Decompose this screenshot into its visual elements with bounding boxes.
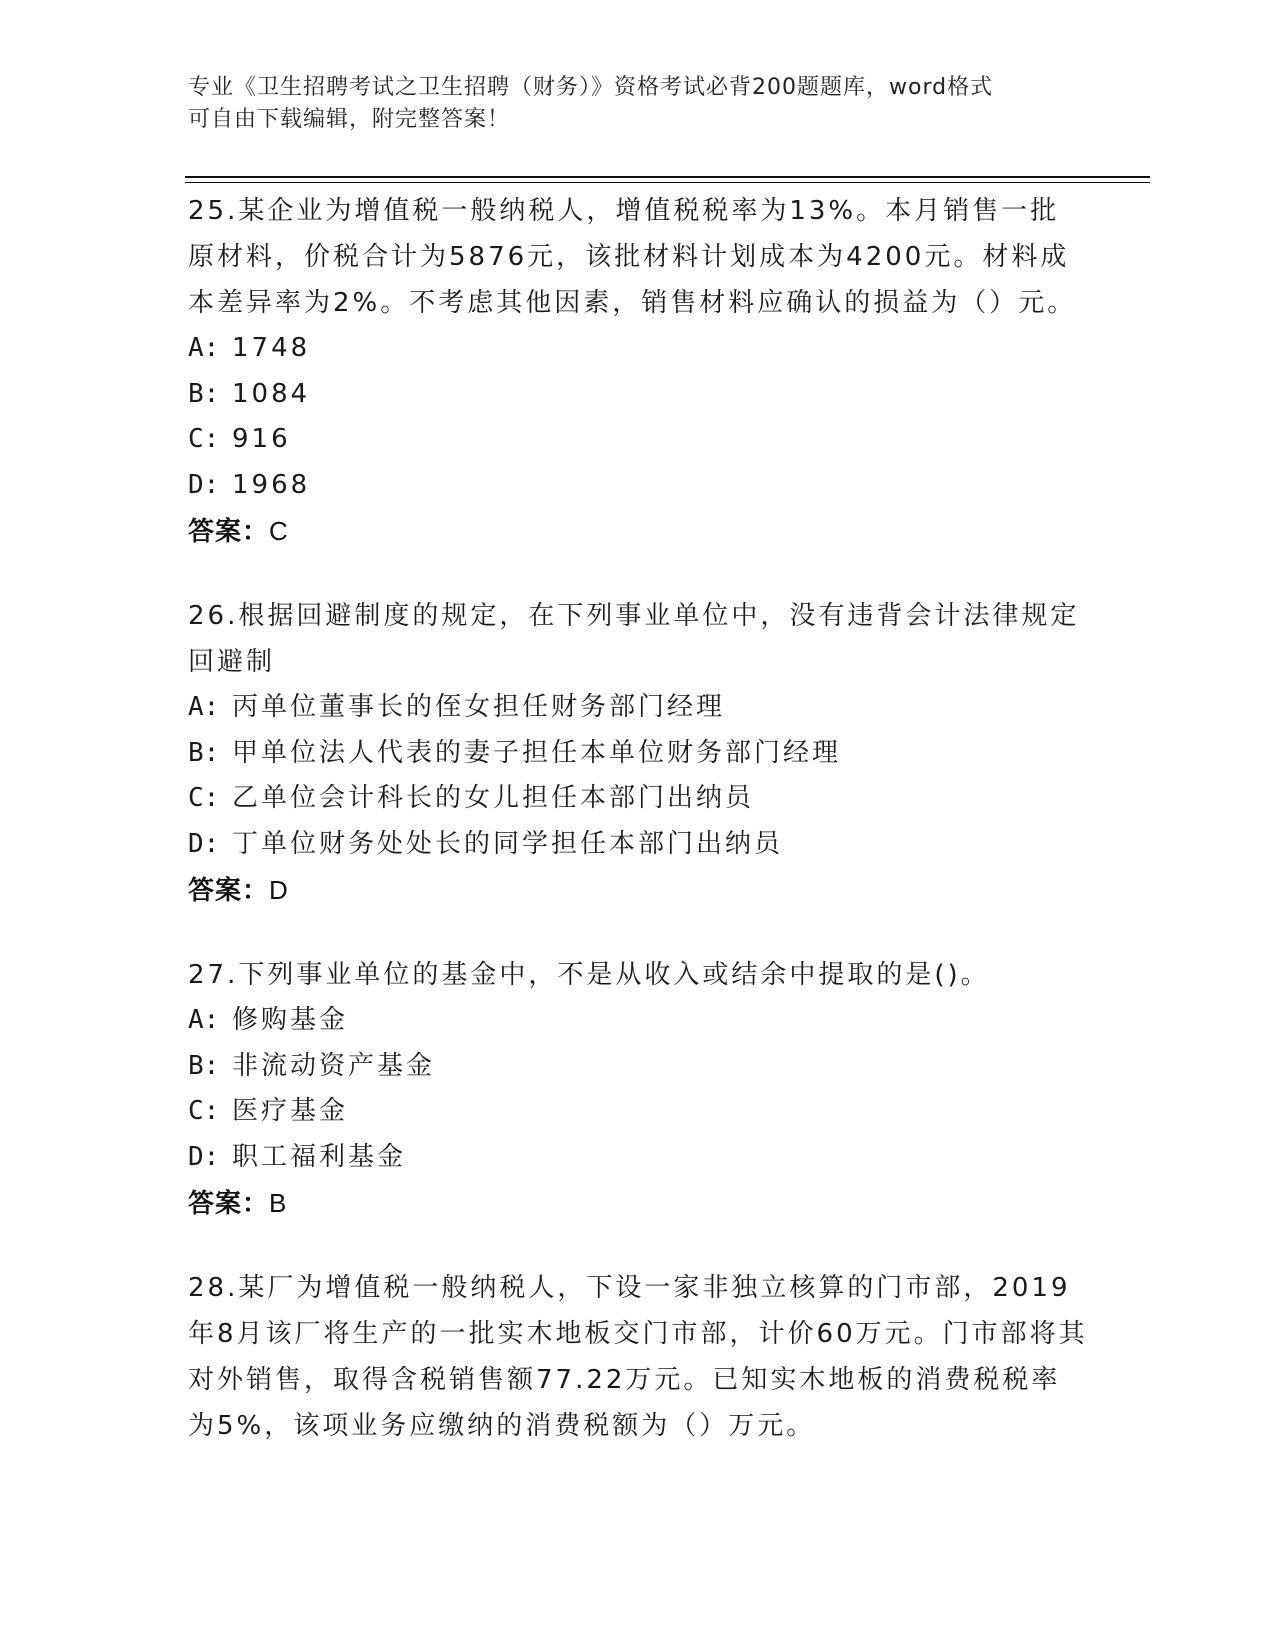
header-divider-thick xyxy=(185,176,1150,178)
option-text: 乙单位会计科长的女儿担任本部门出纳员 xyxy=(232,783,755,813)
option-text: 职工福利基金 xyxy=(232,1141,407,1172)
option-letter: A: xyxy=(188,333,220,363)
answer-line xyxy=(188,867,1088,914)
question-28 xyxy=(188,1265,1088,1449)
option-d xyxy=(188,1135,1088,1181)
header-line-1: 专业《卫生招聘考试之卫生招聘（财务）》资格考试必背200题题库，word格式 xyxy=(188,75,994,100)
option-c xyxy=(188,1089,1088,1135)
option-b xyxy=(188,1044,1088,1090)
option-text: 医疗基金 xyxy=(232,1096,349,1126)
answer-label: 答案： xyxy=(188,517,270,547)
option-letter: D: xyxy=(188,828,220,859)
question-stem: 28.某厂为增值税一般纳税人，下设一家非独立核算的门市部，2019年8月该厂将生产的一批实木地板交门市部，计价60万元。门市部将其对外销售，取得含税销售额77.22万元。已知实木地板的消费税税率为5%，该项业务应缴纳的消费税额为（）万元。 xyxy=(188,1273,1088,1441)
option-letter: A: xyxy=(188,692,220,722)
option-text: 非流动资产基金 xyxy=(232,1050,436,1081)
question-26 xyxy=(188,593,1088,914)
question-stem: 26.根据回避制度的规定，在下列事业单位中，没有违背会计法律规定回避制 xyxy=(188,601,1080,677)
question-stem: 25.某企业为增值税一般纳税人，增值税税率为13%。本月销售一批原材料，价税合计为5876元，该批材料计划成本为4200元。材料成本差异率为2%。不考虑其他因素，销售材料应确认的损益为（）元。 xyxy=(188,196,1077,318)
option-letter: C: xyxy=(188,783,220,813)
option-letter: D: xyxy=(188,469,220,500)
header-line-2: 可自由下载编辑，附完整答案！ xyxy=(188,107,511,132)
option-letter: C: xyxy=(188,1096,220,1126)
document-header xyxy=(188,72,1068,136)
answer-line xyxy=(188,508,1088,555)
answer-label: 答案： xyxy=(188,876,270,906)
header-divider-thin xyxy=(185,182,1150,183)
option-c xyxy=(188,417,1088,463)
answer-value: C xyxy=(269,516,289,546)
option-d xyxy=(188,822,1088,868)
option-text: 1968 xyxy=(232,469,311,500)
question-25 xyxy=(188,188,1088,555)
question-27 xyxy=(188,952,1088,1227)
option-text: 1084 xyxy=(232,378,311,409)
question-stem: 27.下列事业单位的基金中，不是从收入或结余中提取的是()。 xyxy=(188,960,990,990)
answer-line xyxy=(188,1180,1088,1227)
option-a xyxy=(188,685,1088,731)
option-d xyxy=(188,463,1088,509)
option-letter: B: xyxy=(188,737,220,768)
option-text: 丁单位财务处处长的同学担任本部门出纳员 xyxy=(232,828,784,859)
option-text: 916 xyxy=(232,424,291,454)
option-b xyxy=(188,731,1088,777)
option-a xyxy=(188,326,1088,372)
option-letter: C: xyxy=(188,424,220,454)
option-letter: D: xyxy=(188,1141,220,1172)
option-text: 甲单位法人代表的妻子担任本单位财务部门经理 xyxy=(232,737,842,768)
option-letter: B: xyxy=(188,1050,220,1081)
option-text: 修购基金 xyxy=(232,1005,349,1035)
option-text: 1748 xyxy=(232,333,311,363)
answer-label: 答案： xyxy=(188,1189,270,1219)
question-list xyxy=(188,188,1088,1487)
option-text: 丙单位董事长的侄女担任财务部门经理 xyxy=(232,692,726,722)
option-letter: A: xyxy=(188,1005,220,1035)
answer-value: B xyxy=(269,1188,288,1218)
option-c xyxy=(188,776,1088,822)
answer-value: D xyxy=(269,875,289,905)
option-a xyxy=(188,998,1088,1044)
option-letter: B: xyxy=(188,378,220,409)
option-b xyxy=(188,372,1088,418)
